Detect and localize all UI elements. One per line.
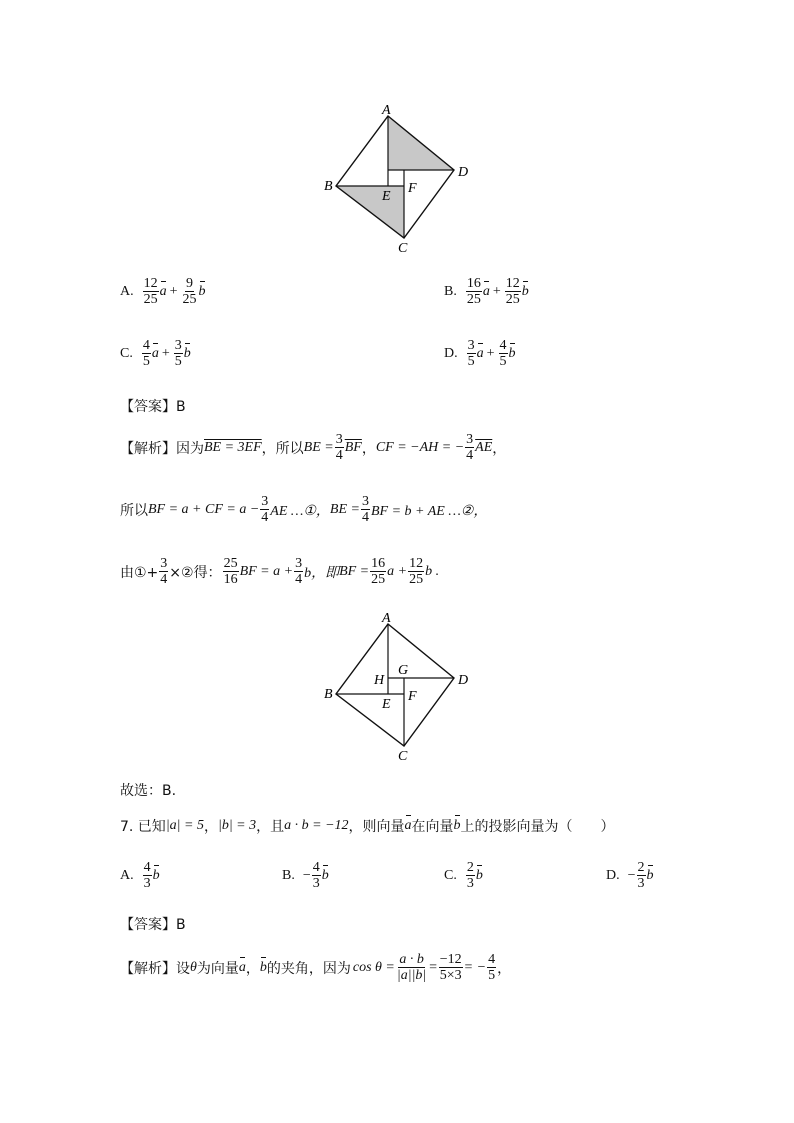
label2-F: F xyxy=(408,689,417,704)
q6-explanation-line1: 【解析】因为 BE = 3EF ，所以 BE = $\frac{3}{4}$ $\overline{BF}$ ， CF = −AH = − $\frac{3}{4}$ $\overline{AE}$ ， xyxy=(120,432,507,463)
conclusion: 故选：B. xyxy=(120,783,177,799)
label-D: D xyxy=(458,165,469,180)
option-B: B. $\frac{16}{25}$ a + $\frac{12}{25}$ b xyxy=(444,276,529,307)
label-F: F xyxy=(408,181,417,196)
label2-C: C xyxy=(398,749,408,764)
label-A: A xyxy=(382,104,391,118)
label-B: B xyxy=(324,179,333,194)
q7-option-D: D. − $\frac{2}{3}$ b xyxy=(606,860,654,891)
square-outline-2 xyxy=(336,624,454,746)
figure-square-shaded xyxy=(318,104,478,256)
label2-B: B xyxy=(324,687,333,702)
q7-answer: 【答案】B xyxy=(120,917,186,933)
label-C: C xyxy=(398,241,408,256)
label2-E: E xyxy=(382,697,391,712)
option-C: C. $\frac{4}{5}$ a + $\frac{3}{5}$ b xyxy=(120,338,191,369)
q7-option-C: C. $\frac{2}{3}$ b xyxy=(444,860,483,891)
label2-A: A xyxy=(382,612,391,626)
q7-option-A: A. $\frac{4}{3}$ b xyxy=(120,860,160,891)
q7-stem: 7. 已知 |a| = 5 ， |b| = 3 ，且 a · b = −12 ，则向量 a 在向量 b 上的投影向量为（ ） xyxy=(120,818,615,835)
q7-explanation: 【解析】设 θ 为向量 a ， b 的夹角，因为 cos θ = $\frac{a \cdot b}{|a||b|}$ = $\frac{-12}{5\times 3}$ = − $\frac{4}{5}$ ， xyxy=(120,952,512,983)
label-E: E xyxy=(382,189,391,204)
q7-option-B: B. − $\frac{4}{3}$ b xyxy=(282,860,329,891)
q6-answer: 【答案】B xyxy=(120,399,186,415)
q6-explanation-line2: 所以 BF = a + CF = a − $\frac{3}{4}$ AE …①， BE = $\frac{3}{4}$ BF = b + AE …②， xyxy=(120,494,488,525)
option-A: A. $\frac{12}{25}$ a + $\frac{9}{25}$ b xyxy=(120,276,206,307)
label2-G: G xyxy=(398,663,409,678)
q6-explanation-line3: 由①+ $\frac{3}{4}$ ×②得： $\frac{25}{16}$ BF = a + $\frac{3}{4}$ b，即 BF = $\frac{16}{25}$ a + $\frac{12}{25}$ b . xyxy=(120,556,440,587)
label2-D: D xyxy=(458,673,469,688)
figure-square-labeled xyxy=(318,612,478,764)
label2-H: H xyxy=(374,673,385,688)
option-D: D. $\frac{3}{5}$ a + $\frac{4}{5}$ b xyxy=(444,338,516,369)
